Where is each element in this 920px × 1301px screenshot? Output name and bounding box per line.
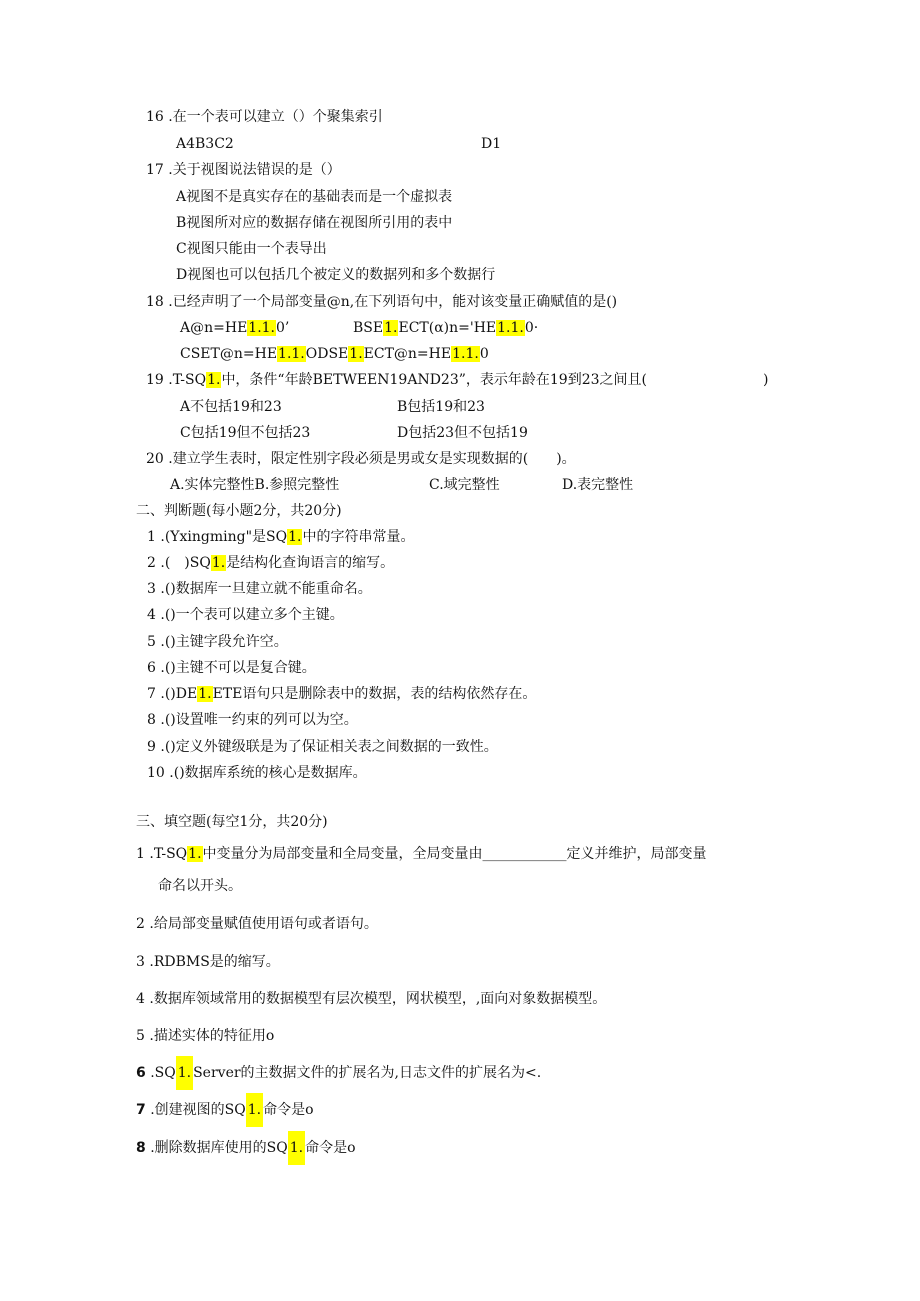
- item-text: 命令是o: [263, 1102, 314, 1118]
- highlight: 1.: [188, 846, 202, 862]
- question-20: [146, 452, 576, 466]
- tf-item: [147, 530, 414, 544]
- question-18: [146, 295, 617, 309]
- fill-item: [136, 992, 606, 1006]
- item-number: 1: [136, 846, 145, 862]
- option-b: B视图所对应的数据存储在视图所引用的表中: [176, 215, 453, 231]
- tf-item: [147, 740, 498, 754]
- option-text: CSET@n=HE: [180, 346, 278, 362]
- option-text: 0’: [276, 320, 290, 336]
- option-c: C包括19但不包括23: [180, 425, 311, 441]
- item-text: .数据库领域常用的数据模型有层次模型，网状模型，,面向对象数据模型。: [149, 991, 607, 1007]
- section-title: 三、填空题(每空1分，共20分): [136, 814, 328, 830]
- highlight: 1.: [207, 372, 221, 388]
- item-number: 7: [136, 1102, 146, 1118]
- fill-item: [136, 1141, 356, 1155]
- option-d: D1: [481, 136, 502, 152]
- highlight: 1.: [288, 1131, 305, 1165]
- option-d: D.表完整性: [562, 477, 634, 493]
- highlight: 1.: [349, 346, 363, 362]
- question-number: 20: [146, 451, 164, 467]
- item-text: .(Yxingming"是SQ: [160, 529, 288, 545]
- item-continuation: 命名以开头。: [158, 878, 242, 894]
- paren-close: ): [763, 372, 769, 388]
- option-ab: A.实体完整性B.参照完整性: [170, 477, 340, 493]
- section-title: 二、判断题(每小题2分，共20分): [136, 503, 342, 519]
- highlight: 1.: [246, 1093, 263, 1127]
- item-number: 8: [136, 1140, 146, 1156]
- option-b: B包括19和23: [397, 399, 485, 415]
- item-text: 是结构化查询语言的缩写。: [226, 555, 395, 571]
- options-abc: A4B3C2: [176, 136, 234, 152]
- item-number: 5: [147, 634, 156, 650]
- item-text: .()主键不可以是复合键。: [160, 660, 316, 676]
- option-a: A视图不是真实存在的基础表而是一个虚拟表: [176, 189, 453, 205]
- item-number: 2: [147, 555, 156, 571]
- item-number: 9: [147, 739, 156, 755]
- highlight: 1.1.: [497, 320, 524, 336]
- option-c: C视图只能由一个表导出: [176, 241, 327, 257]
- highlight: 1.1.: [278, 346, 305, 362]
- item-text: .( )SQ: [160, 555, 211, 571]
- option-d: D视图也可以包括几个被定义的数据列和多个数据行: [176, 267, 496, 283]
- item-text: .()主键字段允许空。: [160, 634, 288, 650]
- item-text: ETE语句只是删除表中的数据，表的结构依然存在。: [212, 686, 537, 702]
- item-text: .给局部变量赋值使用语句或者语句。: [149, 916, 378, 932]
- option-a: [180, 321, 289, 335]
- blank-line: ____________: [482, 846, 567, 862]
- item-text: 命令是o: [305, 1140, 356, 1156]
- item-text: .删除数据库使用的SQ: [150, 1140, 288, 1156]
- question-text: .T-SQ: [168, 372, 207, 388]
- question-number: 19: [146, 372, 164, 388]
- item-number: 5: [136, 1028, 145, 1044]
- option-text: 0: [479, 346, 489, 362]
- tf-item: [147, 661, 316, 675]
- question-number: 16: [146, 109, 164, 125]
- option-text: 0·: [524, 320, 539, 336]
- question-text: .在一个表可以建立（）个聚集索引: [168, 109, 383, 125]
- question-17: [146, 163, 341, 177]
- item-text: 中的字符串常量。: [302, 529, 415, 545]
- option-text: ODSE: [305, 346, 349, 362]
- item-text: Server的主数据文件的扩展名为,日志文件的扩展名为<.: [193, 1065, 542, 1081]
- question-text: .关于视图说法错误的是（）: [168, 162, 341, 178]
- item-text: .()数据库系统的核心是数据库。: [169, 765, 367, 781]
- fill-item: [136, 955, 280, 969]
- question-text: 中，条件“年龄BETWEEN19AND23”，表示年龄在19到23之间且(: [221, 372, 647, 388]
- item-text: .描述实体的特征用o: [149, 1028, 275, 1044]
- tf-item: [147, 766, 367, 780]
- tf-item: [147, 608, 344, 622]
- highlight: 1.: [198, 686, 212, 702]
- option-text: A@n=HE: [180, 320, 248, 336]
- fill-item: [136, 1103, 314, 1117]
- question-16: [146, 110, 383, 124]
- item-number: 6: [147, 660, 156, 676]
- fill-item: [136, 1029, 274, 1043]
- question-text: .已经声明了一个局部变量@n,在下列语句中，能对该变量正确赋值的是(): [168, 294, 618, 310]
- item-text: 中变量分为局部变量和全局变量，全局变量由: [202, 846, 483, 862]
- item-number: 8: [147, 712, 156, 728]
- option-text: ECT(α)n='HE: [398, 320, 497, 336]
- item-number: 4: [136, 991, 145, 1007]
- item-number: 3: [136, 954, 145, 970]
- question-number: 18: [146, 294, 164, 310]
- item-number: 4: [147, 607, 156, 623]
- option-cd: [180, 347, 489, 361]
- item-text: .RDBMS是的缩写。: [149, 954, 280, 970]
- item-text: .创建视图的SQ: [150, 1102, 246, 1118]
- highlight: 1.1.: [248, 320, 276, 336]
- question-text: .建立学生表时，限定性别字段必须是男或女是实现数据的( )。: [168, 451, 576, 467]
- item-number: 6: [136, 1065, 146, 1081]
- tf-item: [147, 635, 288, 649]
- option-text: ECT@n=HE: [363, 346, 452, 362]
- tf-item: [147, 556, 394, 570]
- item-text: .()DE: [160, 686, 198, 702]
- item-text: .()设置唯一约束的列可以为空。: [160, 712, 358, 728]
- question-19: [146, 373, 647, 387]
- highlight: 1.: [211, 555, 226, 571]
- item-text: 定义并维护，局部变量: [566, 846, 707, 862]
- tf-item: [147, 713, 358, 727]
- fill-item: [136, 1066, 541, 1080]
- fill-item: [136, 847, 707, 861]
- option-b: [353, 321, 538, 335]
- highlight: 1.: [176, 1056, 193, 1090]
- option-c: C.域完整性: [429, 477, 500, 493]
- item-number: 7: [147, 686, 156, 702]
- fill-item: [136, 917, 378, 931]
- tf-item: [147, 582, 372, 596]
- item-text: .()数据库一旦建立就不能重命名。: [160, 581, 372, 597]
- highlight: 1.: [288, 529, 302, 545]
- highlight: 1.: [384, 320, 398, 336]
- item-number: 10: [147, 765, 165, 781]
- item-text: .()一个表可以建立多个主键。: [160, 607, 344, 623]
- item-text: .T-SQ: [149, 846, 188, 862]
- item-number: 3: [147, 581, 156, 597]
- option-a: A不包括19和23: [180, 399, 282, 415]
- item-text: .()定义外键级联是为了保证相关表之间数据的一致性。: [160, 739, 498, 755]
- item-number: 2: [136, 916, 145, 932]
- option-d: D包括23但不包括19: [397, 425, 528, 441]
- highlight: 1.1.: [452, 346, 479, 362]
- tf-item: [147, 687, 536, 701]
- item-text: .SQ: [150, 1065, 176, 1081]
- item-number: 1: [147, 529, 156, 545]
- question-number: 17: [146, 162, 164, 178]
- option-text: BSE: [353, 320, 384, 336]
